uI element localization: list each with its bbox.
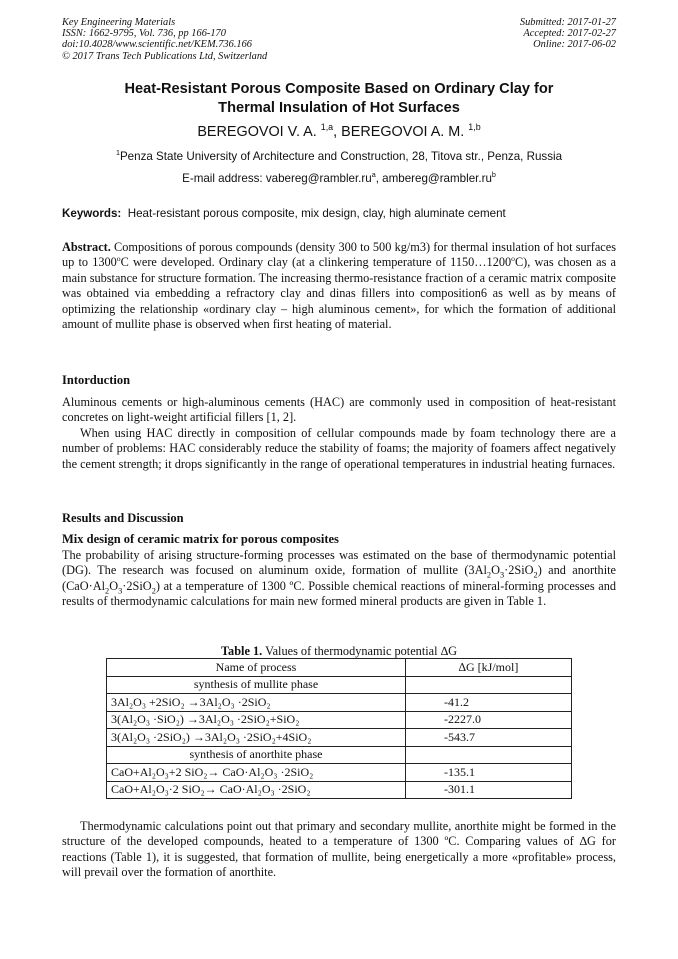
group-label-anorthite: synthesis of anorthite phase (107, 746, 406, 764)
degree-sup-1: o (116, 254, 121, 264)
table-group-row (107, 676, 572, 694)
abstract-text-3: C), was chosen as a main substance for structure formation. The increasing thermo-resistance fraction of a ceramic matrix composite was obtained via embedding a refractory clay and dinas fillers into composition6 as well as by means of optimizing the relationship «ordinary clay – high aluminous cement», for which the formation of additional amount of mullite phase is observed when first heating of material. (62, 255, 616, 332)
conclusion-paragraph: Thermodynamic calculations point out that primary and secondary mullite, anorthite might be formed in the structure of the developed compounds, heated to a temperature of 1300 ºC. Comparing values of ∆G for reactions (Table 1), it is suggested, that formation of mullite, being energetically a more «profitable» process, will prevail over the formation of anorthite. (62, 819, 616, 880)
degree-sup-2: o (511, 254, 515, 264)
results-body (62, 548, 616, 610)
email-2-sup: b (491, 170, 496, 180)
intro-paragraph-2: When using HAC directly in composition of cellular compounds made by foam technology there are a number of problems: HAC considerably reduce the stability of foams; the majority of foamers affect negatively the cement strength; it drops significantly in the range of operational temperatures in industrial heating furnaces. (62, 425, 616, 471)
email-separator: , (375, 172, 383, 185)
dg-value: -2227.0 (406, 711, 572, 729)
online-date: Online: 2017-06-02 (533, 39, 616, 51)
dg-value: -301.1 (406, 781, 572, 799)
accepted-date: Accepted: 2017-02-27 (523, 28, 616, 40)
table-caption (62, 644, 616, 658)
issn-line: ISSN: 1662-9795, Vol. 736, pp 166-170 (62, 28, 226, 40)
title-line-2: Thermal Insulation of Hot Surfaces (218, 100, 460, 116)
abstract-label: Abstract. (62, 240, 111, 254)
journal-name: Key Engineering Materials (62, 17, 176, 28)
email-label: E-mail address: (182, 172, 266, 185)
abstract-text-1: Compositions of porous compounds (density 300 to 500 kg/m3) for thermal insulation of hot surfaces up to 1300 (62, 240, 616, 270)
table-header-dg: ∆G [kJ/mol] (406, 659, 572, 677)
dg-value: -135.1 (406, 764, 572, 782)
intro-heading: Intorduction (62, 373, 131, 387)
table-caption-text: Values of thermodynamic potential ∆G (262, 644, 457, 658)
email-2[interactable]: ambereg@rambler.ru (382, 172, 492, 185)
submitted-date: Submitted: 2017-01-27 (519, 17, 616, 28)
table-header-row (107, 659, 572, 677)
author-1: BEREGOVOI V. A. (197, 124, 321, 140)
dg-value: -543.7 (406, 729, 572, 747)
table-row (107, 729, 572, 747)
author-1-affil: 1,a (320, 122, 334, 133)
reaction-formula: CaO+Al₂O₃+2 SiO₂→ CaO·Al₂O₃ ·2SiO₂ (107, 764, 406, 782)
affiliation (62, 150, 616, 164)
dg-value: -41.2 (406, 694, 572, 712)
title-line-1: Heat-Resistant Porous Composite Based on Ordinary Clay for (124, 81, 554, 97)
results-heading: Results and Discussion (62, 511, 184, 525)
abstract-text-2: C were developed. Ordinary clay (at a clinkering temperature of 1150…1200 (120, 255, 512, 270)
intro-paragraph-1: Aluminous cements or high-aluminous cements (HAC) are commonly used in composition of heat-resistant concretes on light-weight artificial fillers [1, 2]. (62, 395, 616, 425)
journal-header-right (520, 17, 616, 51)
table-header-process: Name of process (107, 659, 406, 677)
doi-line[interactable]: doi:10.4028/www.scientific.net/KEM.736.166 (62, 39, 252, 51)
journal-header-left (62, 17, 267, 62)
reaction-formula: 3(Al₂O₃ ·SiO₂) →3Al₂O₃ ·2SiO₂+SiO₂ (107, 711, 406, 729)
author-list (62, 123, 616, 141)
results-subheading: Mix design of ceramic matrix for porous composites (62, 532, 339, 546)
affiliation-text: Penza State University of Architecture and Construction, 28, Titova str., Penza, Russia (119, 150, 563, 163)
email-1[interactable]: vabereg@rambler.ru (265, 172, 372, 185)
copyright-line: © 2017 Trans Tech Publications Ltd, Switzerland (62, 50, 268, 62)
thermodynamic-table (106, 658, 572, 799)
keywords-text: Heat-resistant porous composite, mix design, clay, high aluminate cement (121, 207, 506, 220)
table-group-row (107, 746, 572, 764)
affiliation-number: 1 (115, 148, 120, 158)
table-row (107, 781, 572, 799)
table-row (107, 711, 572, 729)
reaction-formula: 3(Al₂O₃ ·2SiO₂) →3Al₂O₃ ·2SiO₂+4SiO₂ (107, 729, 406, 747)
reaction-formula: CaO+Al₂O₃·2 SiO₂→ CaO·Al₂O₃ ·2SiO₂ (107, 781, 406, 799)
author-2: BEREGOVOI A. M. (341, 124, 469, 140)
reaction-formula: 3Al₂O₃ +2SiO₂ →3Al₂O₃ ·2SiO₂ (107, 694, 406, 712)
email-1-sup: a (371, 170, 376, 180)
intro-body (62, 395, 616, 472)
keywords (62, 207, 616, 221)
results-paragraph-1: The probability of arising structure-forming processes was estimated on the base of thermodynamic potential (DG). The research was focused on aluminum oxide, formation of mullite $(3Al_2O_3\cdot 2SiO_2)$ and anorthite $(CaO\cdot Al_2O_3\cdot 2SiO_2)$ at a temperature of 1300 ºC. Possible chemical reactions of mineral-forming processes and results of thermodynamic calculations for main new formed mineral products are given in Table 1. (62, 548, 616, 609)
conclusion-body (62, 819, 616, 881)
table-row (107, 764, 572, 782)
paper-title (62, 80, 616, 118)
table-row (107, 694, 572, 712)
abstract (62, 240, 616, 332)
keywords-label: Keywords: (62, 207, 122, 220)
author-2-affil: 1,b (468, 122, 481, 133)
group-label-mullite: synthesis of mullite phase (107, 676, 406, 694)
table-caption-label: Table 1. (220, 644, 263, 658)
email-line (62, 172, 616, 186)
author-separator: , (333, 124, 342, 140)
